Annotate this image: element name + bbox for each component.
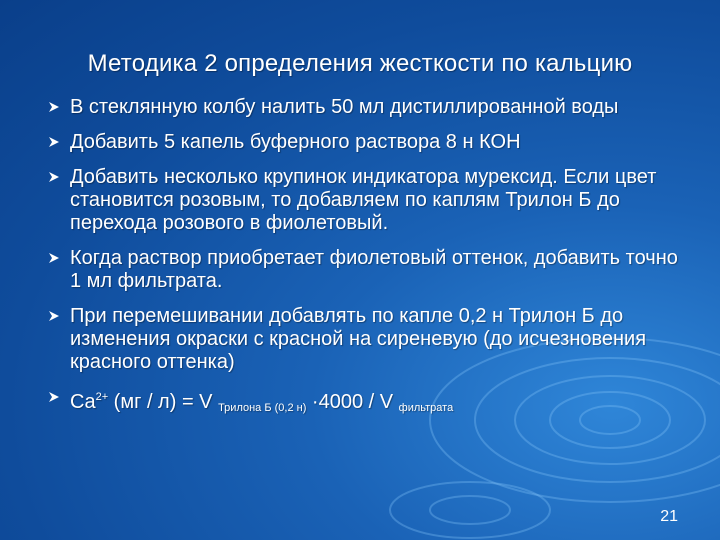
bullet-item: [48, 96, 688, 119]
formula-trilon-subscript: Трилона Б (0,2 н): [218, 402, 307, 414]
arrowhead-bullet-icon: [48, 101, 60, 113]
bullet-item: [48, 247, 688, 293]
arrowhead-bullet-icon: [48, 391, 60, 403]
bullet-text: Добавить 5 капель буферного раствора 8 н КОН: [70, 131, 521, 153]
formula-filtrate-subscript: фильтрата: [398, 402, 454, 414]
arrowhead-bullet-icon: [48, 310, 60, 322]
formula-charge: 2+: [95, 391, 109, 403]
arrowhead-bullet-icon: [48, 136, 60, 148]
bullet-text: Когда раствор приобретает фиолетовый оттенок, добавить точно 1 мл фильтрата.: [70, 247, 678, 292]
bullet-text: Добавить несколько крупинок индикатора мурексид. Если цвет становится розовым, то добавляем по каплям Трилон Б до перехода розового в фиолетовый.: [70, 166, 657, 234]
arrowhead-bullet-icon: [48, 171, 60, 183]
bullet-item: [48, 131, 688, 154]
slide-title: Методика 2 определения жесткости по кальцию: [87, 50, 633, 77]
formula-item: [48, 386, 688, 420]
formula-units: (мг / л) = V: [108, 391, 219, 413]
formula-ca: Ca: [70, 391, 96, 413]
formula-middle: ·4000 / V: [306, 391, 399, 413]
arrowhead-bullet-icon: [48, 252, 60, 264]
bullet-item: [48, 305, 688, 374]
bullet-text: В стеклянную колбу налить 50 мл дистиллированной воды: [70, 96, 619, 118]
bullet-text: При перемешивании добавлять по капле 0,2 н Трилон Б до изменения окраски с красной на сиреневую (до исчезновения красного оттенка): [70, 305, 647, 373]
bullet-item: [48, 166, 688, 235]
bullet-list: [48, 96, 688, 432]
page-number: 21: [660, 508, 678, 525]
